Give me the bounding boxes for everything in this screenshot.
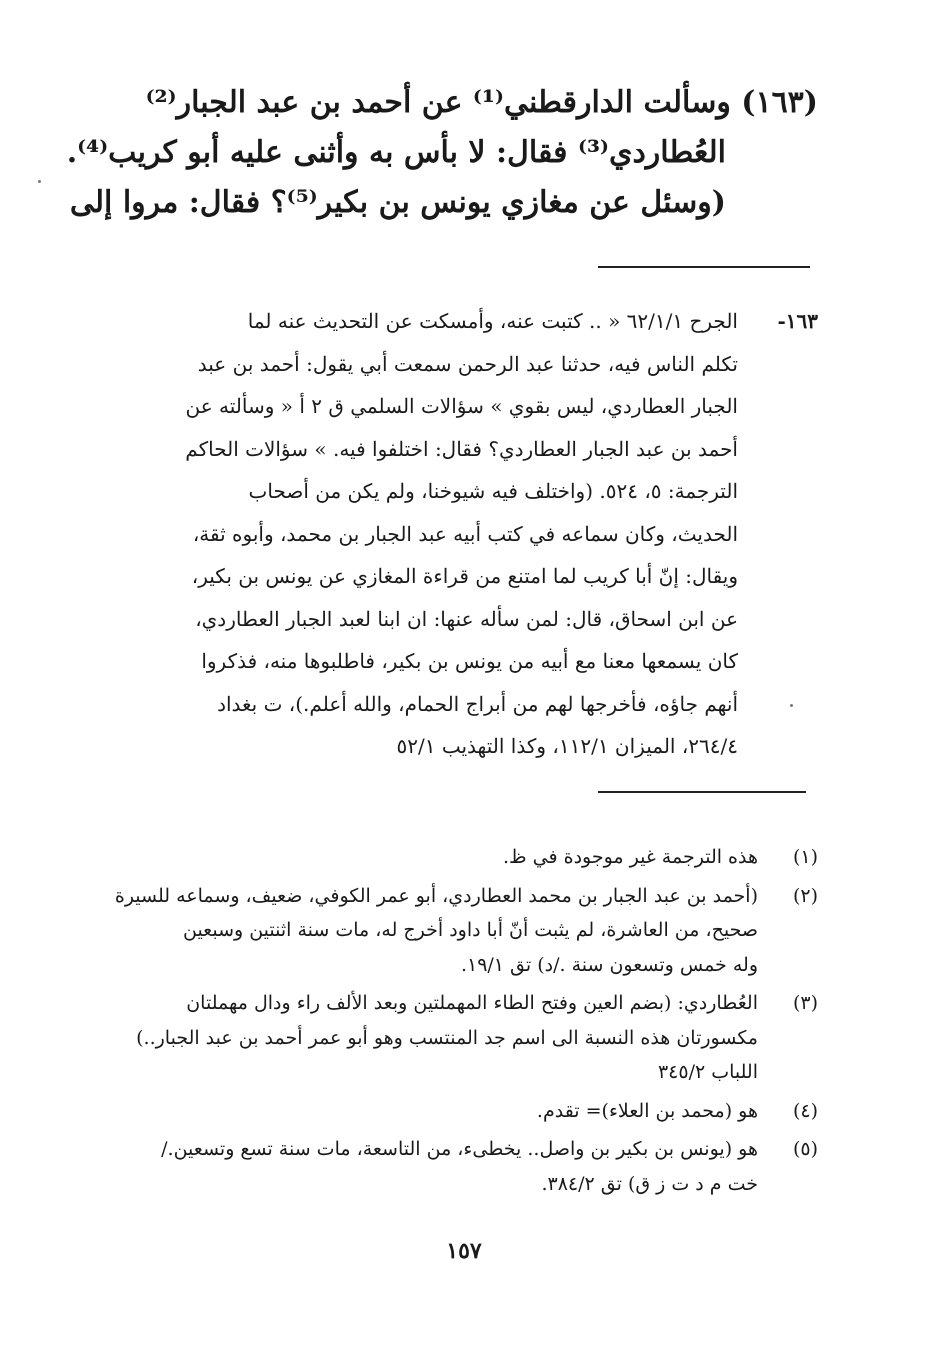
commentary-text: الحديث، وكان سماعه في كتب أبيه عبد الجبار بن محمد، وأبوه ثقة، (192, 521, 738, 546)
commentary-line (98, 598, 818, 641)
footnote-3 (98, 986, 818, 1021)
footnote-text: (أحمد بن عبد الجبار بن محمد العطاردي، أبو عمر الكوفي، ضعيف، وسماعه للسيرة (114, 884, 758, 907)
footnote-number: (٣) (792, 992, 818, 1014)
commentary-text: أحمد بن عبد الجبار العطاردي؟ فقال: اختلفوا فيه. » سؤالات الحاكم (185, 436, 738, 461)
footnote-number: (١) (792, 846, 818, 868)
main-line (66, 128, 818, 178)
footnote-text: صحيح، من العاشرة، لم يثبت أنّ أبا داود أخرج له، مات سنة اثنتين وسبعين (182, 919, 758, 941)
commentary-text: الترجمة: ٥، ٥٢٤. (واختلف فيه شيوخنا، ولم يكن من أصحاب (248, 479, 738, 503)
scan-speck (790, 704, 793, 707)
commentary-line (98, 640, 818, 683)
commentary-line (98, 470, 818, 513)
main-line (98, 78, 818, 128)
commentary-block (98, 300, 818, 768)
page-number: ١٥٧ (446, 1238, 482, 1264)
commentary-line (98, 513, 818, 556)
footnote-line (98, 913, 818, 948)
main-text-line-2: العُطاردي⁽³⁾ فقال: لا بأس به وأثنى عليه أبو كريب⁽⁴⁾. (66, 135, 726, 170)
footnote-line (98, 948, 818, 983)
commentary-text: عن ابن اسحاق، قال: لمن سأله عنها: ان ابنا لعبد الجبار العطاردي، (195, 606, 738, 631)
footnote-line (98, 1167, 818, 1202)
commentary-text: الجرح ٦٢/١/١ « .. كتبت عنه، وأمسكت عن التحديث عنه لما (247, 309, 738, 333)
footnotes (98, 840, 818, 1201)
commentary-text: ٢٦٤/٤، الميزان ١١٢/١، وكذا التهذيب ٥٢/١ (396, 734, 738, 758)
footnote-text: اللباب ٣٤٥/٢ (657, 1061, 758, 1083)
divider-rule (598, 266, 810, 268)
commentary-text: ويقال: إنّ أبا كريب لما امتنع من قراءة المغازي عن يونس بن بكير، (191, 564, 738, 588)
footnote-text: مكسورتان هذه النسبة الى اسم جد المنتسب وهو أبو عمر أحمد بن عبد الجبار..) (136, 1026, 758, 1049)
commentary-text: الجبار العطاردي، ليس بقوي » سؤالات السلمي ق ٢ أ « وسألته عن (185, 394, 738, 418)
commentary-line (98, 300, 818, 343)
footnote-text: هو (محمد بن العلاء)= تقدم. (536, 1099, 758, 1122)
footnote-4 (98, 1094, 818, 1129)
commentary-line (98, 385, 818, 428)
footnote-number: (٤) (792, 1099, 818, 1122)
commentary-text: تكلم الناس فيه، حدثنا عبد الرحمن سمعت أبي يقول: أحمد بن عبد (197, 351, 738, 376)
commentary-line (98, 428, 818, 471)
commentary-text: أنهم جاؤه، فأخرجها لهم من أبراج الحمام، والله أعلم.)، ت بغداد (217, 691, 738, 716)
footnote-text: وله خمس وتسعون سنة ./د) تق ١٩/١. (460, 953, 758, 976)
commentary-line (98, 555, 818, 598)
commentary-text: كان يسمعها معنا مع أبيه من يونس بن بكير، فاطلبوها منه، فذكروا (201, 649, 738, 673)
footnote-1 (98, 840, 818, 875)
footnote-line (98, 1021, 818, 1056)
footnote-2 (98, 879, 818, 914)
footnote-5 (98, 1132, 818, 1167)
footnote-line (98, 1055, 818, 1090)
main-text-line-1: (١٦٣) وسألت الدارقطني⁽¹⁾ عن أحمد بن عبد الجبار⁽²⁾ (145, 85, 818, 120)
main-text-line-3: (وسئل عن مغازي يونس بن بكير⁽⁵⁾؟ فقال: مروا إلى (69, 185, 726, 220)
footnote-number: (٥) (792, 1138, 818, 1160)
main-line (69, 178, 818, 228)
commentary-line (98, 343, 818, 386)
commentary-line (98, 683, 818, 726)
footnote-divider (598, 791, 806, 793)
scan-speck (38, 180, 41, 183)
footnote-text: خت م د ت ز ق) تق ٣٨٤/٢. (541, 1172, 758, 1195)
main-entry (66, 78, 818, 228)
commentary-number: ١٦٣- (777, 309, 818, 333)
footnote-text: هو (يونس بن بكير بن واصل.. يخطىء، من التاسعة، مات سنة تسع وتسعين./ (161, 1138, 758, 1160)
footnote-text: هذه الترجمة غير موجودة في ظ. (503, 846, 758, 868)
commentary-line (98, 725, 818, 768)
footnote-text: العُطاردي: (بضم العين وفتح الطاء المهملتين وبعد الألف راء ودال مهملتان (186, 992, 758, 1014)
footnote-number: (٢) (792, 884, 818, 907)
